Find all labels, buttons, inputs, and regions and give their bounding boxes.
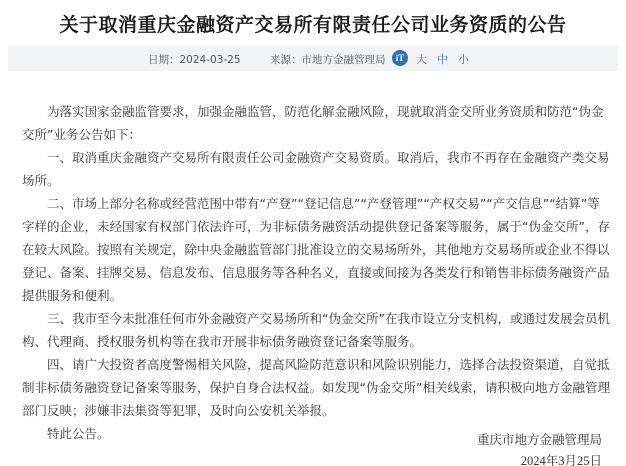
publish-date: 日期：2024-03-25 xyxy=(148,54,241,66)
clause-4-paragraph: 四、请广大投资者高度警惕相关风险，提高风险防范意识和风险识别能力，选择合法投资渠道，自觉抵制非标债务融资登记备案等服务，保护自身合法权益。如发现“伪金交所”相关线索，请积极向地方金融管理部门反映；涉嫌非法集资等犯罪，及时向公安机关举报。 xyxy=(22,357,610,418)
clause-2-paragraph: 二、市场上部分名称或经营范围中带有“产登”“登记信息”“产登管理”“产权交易”“产交信息”“结算”等字样的企业，未经国家有权部门依法许可，为非标债务融资活动提供登记备案等服务，属于“伪金交所”，存在较大风险。按照有关规定，除中央金融监管部门批准设立的交易场所外，其他地方交易场所或企业不得以登记、备案、挂牌交易、信息发布、信息服务等各种名义，直接或间接为各类发行和销售非标债务融资产品提供服务和便利。 xyxy=(22,196,610,303)
closing-paragraph: 特此公告。 xyxy=(47,426,110,441)
clause-1-paragraph: 一、取消重庆金融资产交易所有限责任公司金融资产交易资质。取消后，我市不再存在金融资产类交易场所。 xyxy=(22,150,610,188)
article-source: 来源：市地方金融管理局 xyxy=(270,54,386,66)
signature-date: 2024年3月25日 xyxy=(520,454,602,466)
page-title: 关于取消重庆金融资产交易所有限责任公司业务资质的公告 xyxy=(59,14,567,36)
font-size-small-button[interactable]: 小 xyxy=(458,53,469,66)
font-size-large-button[interactable]: 大 xyxy=(416,53,427,66)
font-size-icon: iT xyxy=(392,50,408,66)
clause-3-paragraph: 三、我市至今未批准任何市外金融资产交易场所和“伪金交所”在我市设立分支机构，或通过发展会员机构、代理商、授权服务机构等在我市开展非标债务融资登记备案等服务。 xyxy=(22,311,610,349)
font-size-medium-button[interactable]: 中 xyxy=(437,53,448,66)
intro-paragraph: 为落实国家金融监管要求，加强金融监管，防范化解金融风险，现就取消金交所业务资质和防范“伪金交所”业务公告如下： xyxy=(22,104,604,142)
article-body xyxy=(22,100,610,445)
article-meta-bar xyxy=(8,45,618,71)
signature-organization: 重庆市地方金融管理局 xyxy=(476,432,602,447)
